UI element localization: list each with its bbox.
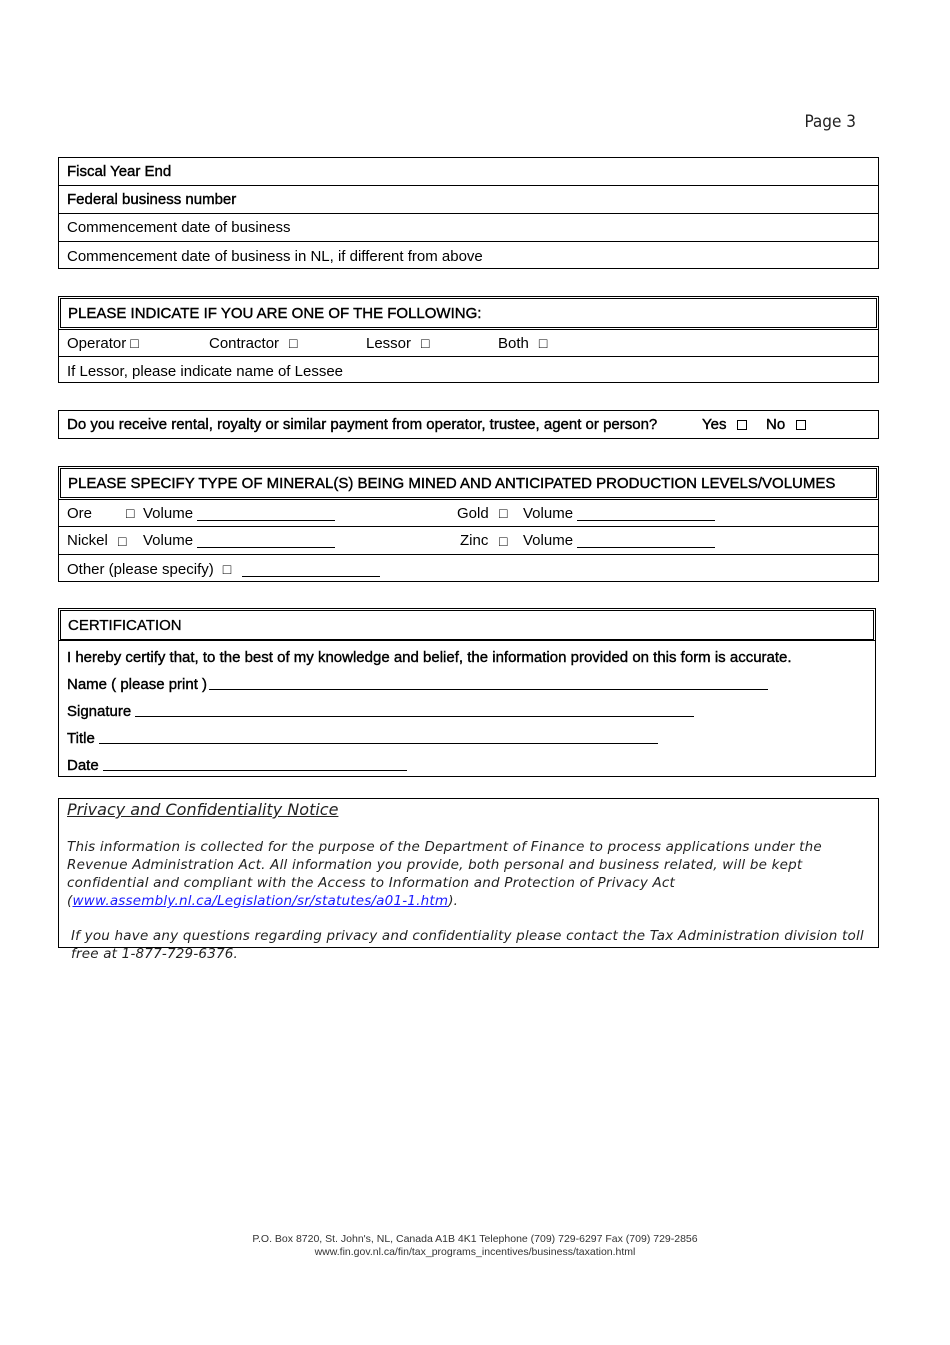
lessor-checkbox[interactable]: □ [421,335,430,351]
minerals-section [58,466,879,582]
title-input[interactable] [99,742,658,744]
nickel-label: Nickel [67,532,108,549]
certification-header: CERTIFICATION [60,610,874,640]
certification-body [59,640,875,774]
name-field[interactable] [67,666,875,693]
other-mineral-input[interactable] [242,562,380,577]
commencement-date-nl-field[interactable] [59,242,878,270]
privacy-paragraph-1: This information is collected for the purpose of the Department of Finance to process applications under the Revenue Administration Act. All information you provide, both personal and business related, will be kept confidential and compliant with the Access to Information and Protection of Privacy Act (www.assembly.nl.ca/Legislation/sr/statutes/a01-1.htm). [67,839,822,909]
contractor-label: Contractor [209,334,280,352]
payment-question-text: Do you receive rental, royalty or similar payment from operator, trustee, agent or person? [67,416,658,433]
no-option[interactable] [766,411,806,438]
signature-input[interactable] [135,715,694,717]
gold-volume-input[interactable] [577,506,715,521]
payment-question-section [58,410,879,439]
footer-url: www.fin.gov.nl.ca/fin/tax_programs_incentives/business/taxation.html [314,1246,636,1258]
legislation-link[interactable]: www.assembly.nl.ca/Legislation/sr/statutes/a01-1.htm [72,893,449,909]
privacy-notice [58,798,879,962]
business-info-section [58,157,879,269]
signature-field[interactable] [67,693,875,720]
yes-option[interactable] [702,411,747,438]
lessor-option[interactable] [366,330,430,356]
other-checkbox[interactable]: □ [222,561,232,577]
footer [0,1233,950,1259]
yes-label: Yes [702,416,727,433]
zinc-checkbox[interactable]: □ [499,532,508,549]
title-field[interactable] [67,720,875,747]
nickel-zinc-row [59,527,878,555]
operator-checkbox[interactable]: □ [130,335,139,351]
footer-address: P.O. Box 8720, St. John's, NL, Canada A1B 4K1 Telephone (709) 729-6297 Fax (709) 729-2856 [252,1233,698,1245]
ore-volume-label: Volume [143,504,194,522]
contractor-option[interactable] [209,330,298,356]
no-label: No [766,416,786,433]
certification-section [58,608,876,777]
entity-options-row [59,329,878,357]
both-checkbox[interactable]: □ [538,335,548,351]
both-option[interactable] [498,330,547,356]
both-label: Both [498,334,529,352]
federal-business-number-field[interactable] [59,186,878,214]
zinc-label: Zinc [460,532,489,549]
ore-label: Ore [67,504,93,522]
zinc-volume-input[interactable] [577,533,715,548]
commencement-date-field[interactable] [59,214,878,242]
signature-label: Signature [67,703,132,720]
other-label: Other (please specify) [67,560,214,578]
contractor-checkbox[interactable]: □ [289,335,298,351]
no-checkbox[interactable] [796,420,806,430]
minerals-header: PLEASE SPECIFY TYPE OF MINERAL(S) BEING MINED AND ANTICIPATED PRODUCTION LEVELS/VOLUMES [60,468,877,498]
date-field[interactable] [67,747,875,774]
name-label: Name ( please print ) [67,676,208,693]
nickel-volume-input[interactable] [197,533,335,548]
fiscal-year-end-label: Fiscal Year End [67,163,172,180]
ore-volume-input[interactable] [197,506,335,521]
gold-volume-label: Volume [523,504,574,522]
entity-type-header: PLEASE INDICATE IF YOU ARE ONE OF THE FOLLOWING: [60,298,877,328]
lessee-name-field[interactable] [59,357,878,385]
gold-volume[interactable] [523,500,715,526]
privacy-paragraph-2: If you have any questions regarding privacy and confidentiality please contact the Tax Administration division toll free at 1-877-729-6376. [71,928,864,962]
federal-business-number-label: Federal business number [67,191,237,208]
fiscal-year-end-field[interactable] [59,158,878,186]
gold-checkbox[interactable]: □ [499,505,508,521]
title-label: Title [67,730,95,747]
ore-volume[interactable] [143,500,335,526]
page-number: Page 3 [804,112,856,132]
name-input[interactable] [209,688,768,690]
lessee-label: If Lessor, please indicate name of Lessee [67,362,344,380]
operator-label: Operator [67,334,127,352]
payment-question-row [59,411,878,438]
ore-gold-row [59,499,878,527]
other-mineral-row [59,555,878,583]
commencement-date-label: Commencement date of business [67,219,291,236]
nickel-volume-label: Volume [143,532,194,549]
date-input[interactable] [103,769,407,771]
gold-label: Gold [457,504,489,522]
privacy-title: Privacy and Confidentiality Notice [67,800,339,819]
date-label: Date [67,757,99,774]
zinc-volume[interactable] [523,527,715,554]
certification-statement: I hereby certify that, to the best of my knowledge and belief, the information provided on this form is accurate. [67,649,792,666]
zinc-volume-label: Volume [523,532,574,549]
lessor-label: Lessor [366,334,412,352]
nickel-checkbox[interactable]: □ [118,532,127,549]
operator-option[interactable] [67,330,139,356]
ore-checkbox[interactable]: □ [126,505,135,521]
entity-type-section [58,296,879,383]
commencement-date-nl-label: Commencement date of business in NL, if different from above [67,247,483,265]
yes-checkbox[interactable] [737,420,747,430]
nickel-volume[interactable] [143,527,335,554]
